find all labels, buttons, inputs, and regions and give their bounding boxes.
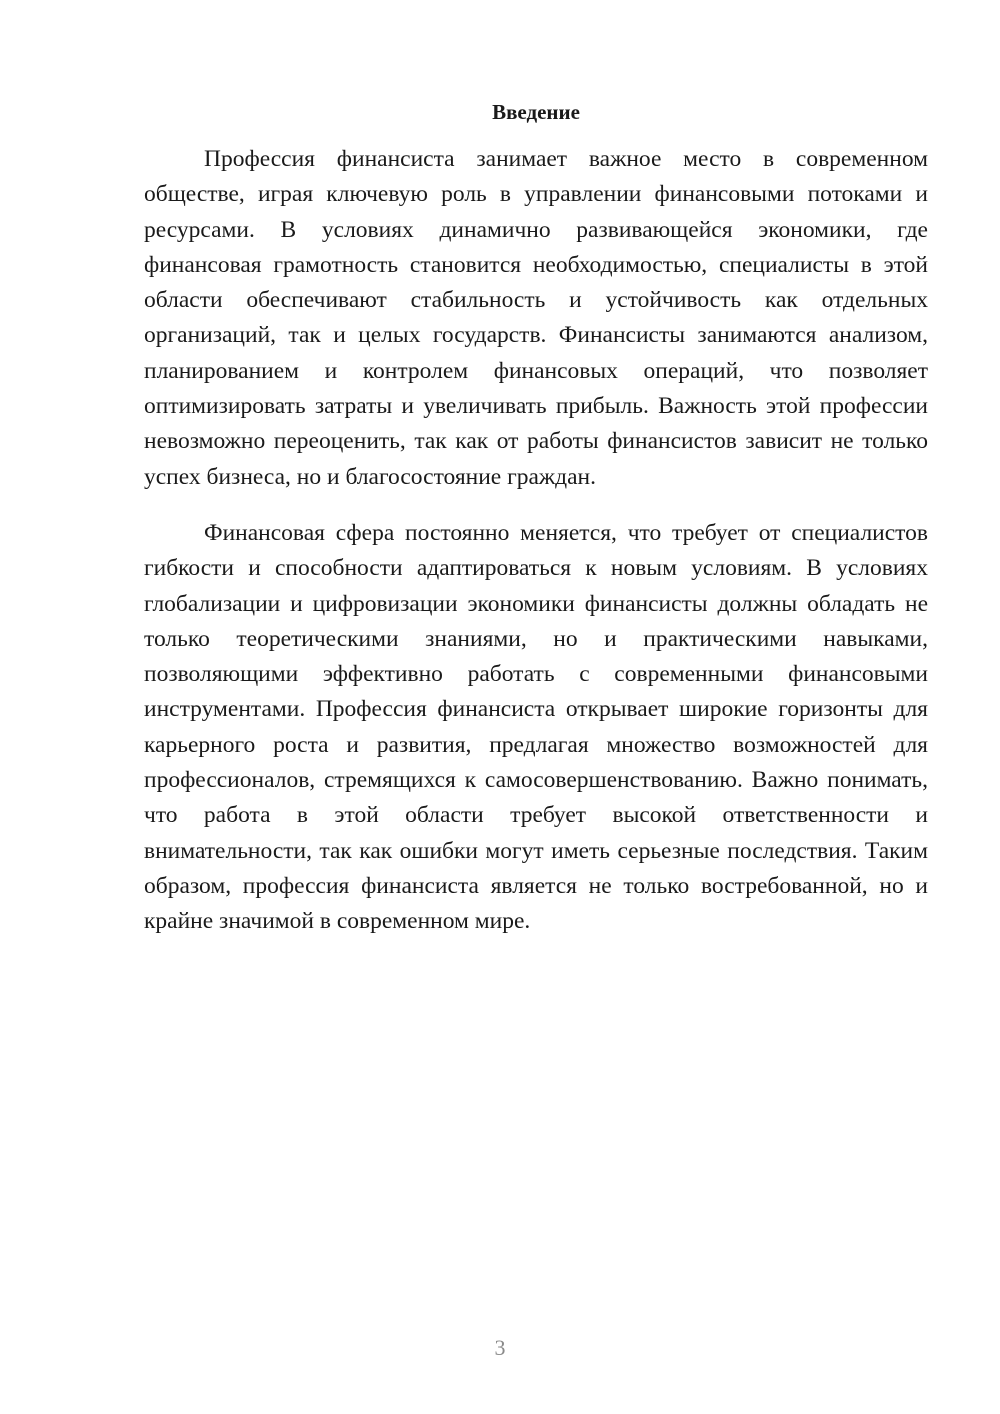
paragraph-2: Финансовая сфера постоянно меняется, что требует от специалистов гибкости и способности адаптироваться к новым условиям. В условиях глобализации и цифровизации экономики финансисты должны обладать не только теоретическими знаниями, но и практическими навыками, позволяющими эффективно работать с современными финансовыми инструментами. Профессия финансиста открывает широкие горизонты для карьерного роста и развития, предлагая множество возможностей для профессионалов, стремящихся к самосовершенствованию. Важно понимать, что работа в этой области требует высокой ответственности и внимательности, так как ошибки могут иметь серьезные последствия. Таким образом, профессия финансиста является не только востребованной, но и крайне значимой в современном мире. xyxy=(144,519,928,935)
paragraph-1: Профессия финансиста занимает важное место в современном обществе, играя ключевую роль в управлении финансовыми потоками и ресурсами. В условиях динамично развивающейся экономики, где финансовая грамотность становится необходимостью, специалисты в этой области обеспечивают стабильность и устойчивость как отдельных организаций, так и целых государств. Финансисты занимаются анализом, планированием и контролем финансовых операций, что позволяет оптимизировать затраты и увеличивать прибыль. Важность этой профессии невозможно переоценить, так как от работы финансистов зависит не только успех бизнеса, но и благосостояние граждан. xyxy=(144,146,928,490)
document-body xyxy=(144,142,928,940)
page-title: Введение xyxy=(492,100,580,124)
page-number: 3 xyxy=(494,1335,506,1360)
